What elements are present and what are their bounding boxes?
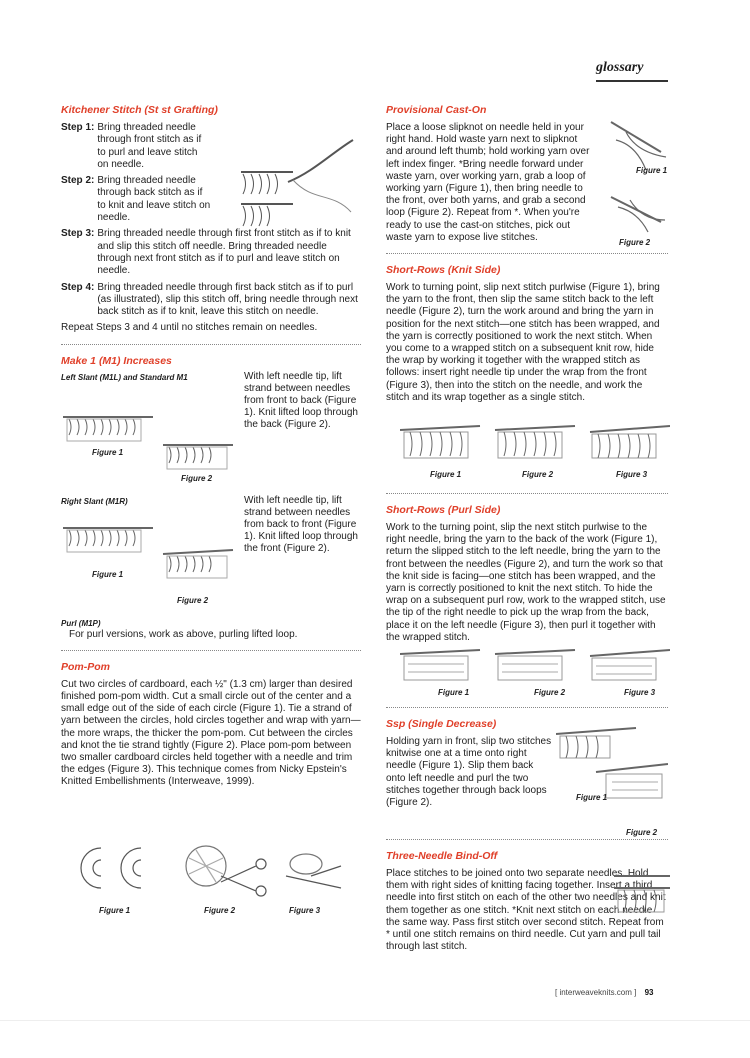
shortrows-purl-figure-2-label: Figure 2 bbox=[534, 688, 566, 698]
divider bbox=[386, 839, 668, 840]
pompom-figure-1-label: Figure 1 bbox=[99, 905, 131, 915]
page-number: 93 bbox=[644, 988, 654, 997]
divider bbox=[386, 707, 668, 708]
pompom-section bbox=[61, 660, 361, 915]
make1-purl-label: Purl (M1P) bbox=[61, 618, 101, 628]
shortrows-knit-text: Work to turning point, slip next stitch purlwise (Figure 1), bring the yarn to the front, then slip the same stitch back to the left needle (Figure 2), turn the work around and bring the yarn in position for the next stitch—one stitch has been wrapped, and the yarn is correctly positioned to work the next stitch. When you come to a wrapped stitch on a subsequent knit row, hide the wrap by working it together with the wrapped stitch as follows: insert right needle tip under the wrap from the front (Figure 3), then into the stitch on the needle, and work the stitch and its wrap together as a single stitch. bbox=[386, 282, 660, 403]
m1l-figure-1-label: Figure 1 bbox=[92, 447, 124, 457]
make1-right-label: Right Slant (M1R) bbox=[61, 496, 128, 506]
three-needle-title: Three-Needle Bind-Off bbox=[386, 850, 498, 863]
shortrows-knit-figure-2-label: Figure 2 bbox=[522, 470, 554, 480]
m1r-figure-1-label: Figure 1 bbox=[92, 569, 124, 579]
pompom-title: Pom-Pom bbox=[61, 660, 111, 673]
divider bbox=[386, 493, 668, 494]
knit-fabric-icon bbox=[69, 419, 135, 435]
divider bbox=[386, 253, 668, 254]
needle-icon bbox=[556, 728, 636, 734]
m1l-figure-2-label: Figure 2 bbox=[181, 473, 213, 483]
make1-purl-text: For purl versions, work as above, purling lifted loop. bbox=[69, 628, 298, 640]
needle-icon bbox=[400, 650, 480, 654]
left-column bbox=[61, 104, 361, 915]
kitchener-title: Kitchener Stitch (St st Grafting) bbox=[61, 104, 218, 116]
yarn-tail-icon bbox=[293, 180, 351, 212]
needle-icon bbox=[400, 426, 480, 430]
make1-right-text: With left needle tip, lift strand between needles from back to front (Figure 1). Knit lifted loop through the front (Figure 2). bbox=[244, 494, 358, 555]
ssp-figure-2-label: Figure 2 bbox=[626, 828, 658, 838]
step-2-label: Step 2: bbox=[61, 175, 95, 187]
page-footer bbox=[555, 988, 654, 997]
provisional-title: Provisional Cast-On bbox=[386, 104, 487, 116]
step-1-label: Step 1: bbox=[61, 122, 95, 133]
provisional-text: Place a loose slipknot on needle held in your right hand. Hold waste yarn next to slipknot and around left thumb; hold working yarn over left index finger. *Bring needle forward under waste yarn, over working yarn, grab a loop of working yarn (Figure 1), then bring needle to the front, over both yarns, and grab a second loop (Figure 2). Repeat from *. When you're ready to use the cast-on stitches, pick out waste yarn to expose live stitches. bbox=[386, 122, 590, 243]
kitchener-section bbox=[61, 104, 361, 335]
ssp-illustration bbox=[556, 720, 668, 812]
divider bbox=[61, 650, 361, 651]
section-tag: glossary bbox=[596, 60, 644, 75]
step-3-label: Step 3: bbox=[61, 228, 95, 240]
scissors-icon bbox=[286, 866, 341, 888]
knit-fabric-icon bbox=[404, 432, 468, 458]
three-needle-text: Place stitches to be joined onto two separate needles. Hold them with right sides of knitting facing together. Insert a third needle into first stitch on each of the other two needles and knit them together as one stitch. *Knit next stitch on each needle the same way. Pass first stitch over second stitch. Repeat from * until one stitch remains on third needle. Cut yarn and pull tail through last stitch. bbox=[386, 868, 666, 953]
shortrows-purl-section bbox=[386, 504, 668, 698]
pom-pom-icon bbox=[290, 854, 322, 874]
ssp-section bbox=[386, 718, 668, 838]
provisional-illustration bbox=[606, 112, 670, 242]
header-rule bbox=[596, 80, 668, 82]
shortrows-purl-figure-1-label: Figure 1 bbox=[438, 688, 470, 698]
step-3 bbox=[61, 228, 361, 277]
shortrows-purl-illustration bbox=[400, 646, 670, 690]
step-3-text: Bring threaded needle through first front stitch as if to knit and slip this stitch off needle. Bring threaded needle through next front stitch as if to purl and leave stitch on needle. bbox=[97, 228, 351, 277]
three-needle-section bbox=[386, 850, 668, 953]
pompom-text: Cut two circles of cardboard, each ½" (1.3 cm) larger than desired finished pom-pom width. Cut a small circle out of the center and a small edge out of the side of each circle (Figure 1). Tie a strand of yarn between the circles, hold circles together and wrap with yarn—the more wraps, the thicker the pom-pom. Cut between the circles and knot the tie strand tightly (Figure 2). Place pom-pom between two smaller cardboard circles held together with a needle and trim the edges (Figure 3). This technique comes from Nicky Epstein's Knitted Embellishments (Interweave, 1999). bbox=[61, 678, 361, 788]
ssp-title: Ssp (Single Decrease) bbox=[386, 718, 497, 731]
ssp-text: Holding yarn in front, slip two stitches knitwise one at a time onto right needle (Figure 1). Slip them back onto left needle and purl the two stitches together through back loops (Figure 2). bbox=[386, 736, 552, 809]
make1-left-text: With left needle tip, lift strand between needles from front to back (Figure 1). Knit lifted loop through the back (Figure 2). bbox=[244, 370, 358, 431]
step-4-text: Bring threaded needle through first back stitch as if to purl (as illustrated), slip this stitch off, bring needle through next back stitch as if to knit, leave this stitch on needle. bbox=[97, 281, 358, 318]
shortrows-knit-title: Short-Rows (Knit Side) bbox=[386, 264, 501, 277]
step-4 bbox=[61, 282, 361, 319]
pompom-figure-3-label: Figure 3 bbox=[289, 905, 321, 915]
step-4-label: Step 4: bbox=[61, 281, 95, 293]
provisional-section bbox=[386, 104, 668, 247]
bottom-rule bbox=[0, 1020, 750, 1021]
shortrows-purl-text: Work to the turning point, slip the next stitch purlwise to the right needle, bring the yarn to the back of the work (Figure 1), return the slipped stitch to the left needle, bring the yarn to the front between the needles (Figure 2), and turn the work so that the knit side is facing—one stitch has been wrapped, and the yarn is correctly positioned to knit the next stitch. To hide the wrap on a subsequent purl row, work to the wrapped stitch, use the tip of the right needle to pick up the wrap from the back, place it on the left needle (Figure 3), then purl it together with the wrapped stitch. bbox=[386, 522, 666, 643]
make1-title: Make 1 (M1) Increases bbox=[61, 354, 172, 367]
cardboard-circle-icon bbox=[121, 848, 141, 888]
m1r-illustration bbox=[63, 520, 243, 600]
stitches-icon bbox=[243, 174, 278, 194]
footer-site: [ interweaveknits.com ] bbox=[555, 988, 637, 997]
make1-left-label: Left Slant (M1L) and Standard M1 bbox=[61, 372, 188, 382]
provisional-figure-1-label: Figure 1 bbox=[636, 166, 668, 175]
make1-section bbox=[61, 355, 361, 627]
right-column bbox=[386, 104, 668, 953]
divider bbox=[61, 344, 361, 345]
step-1 bbox=[61, 122, 211, 171]
step-2 bbox=[61, 175, 211, 224]
shortrows-knit-figure-3-label: Figure 3 bbox=[616, 470, 648, 480]
shortrows-purl-title: Short-Rows (Purl Side) bbox=[386, 504, 501, 517]
tapestry-needle-icon bbox=[288, 140, 353, 182]
shortrows-knit-figure-1-label: Figure 1 bbox=[430, 470, 462, 480]
kitchener-illustration bbox=[233, 132, 361, 232]
shortrows-purl-figure-3-label: Figure 3 bbox=[624, 688, 656, 698]
step-1-text: Bring threaded needle through front stitch as if to purl and leave stitch on needle. bbox=[97, 122, 202, 170]
knit-fabric-icon bbox=[69, 530, 135, 546]
shortrows-knit-illustration bbox=[400, 420, 670, 470]
m1l-illustration bbox=[63, 405, 243, 485]
ssp-figure-1-label: Figure 1 bbox=[576, 793, 608, 803]
m1r-figure-2-label: Figure 2 bbox=[177, 595, 209, 605]
cardboard-circle-icon bbox=[81, 848, 101, 888]
shortrows-knit-section bbox=[386, 264, 668, 484]
kitchener-repeat: Repeat Steps 3 and 4 until no stitches remain on needles. bbox=[61, 322, 318, 334]
needle-icon bbox=[611, 122, 661, 152]
provisional-figure-2-label: Figure 2 bbox=[619, 238, 651, 247]
pompom-illustration bbox=[71, 836, 351, 906]
step-2-text: Bring threaded needle through back stitch as if to knit and leave stitch on needle. bbox=[97, 175, 211, 224]
pompom-figure-2-label: Figure 2 bbox=[204, 905, 236, 915]
three-needle-illustration bbox=[614, 866, 670, 916]
purl-fabric-icon bbox=[404, 656, 468, 680]
